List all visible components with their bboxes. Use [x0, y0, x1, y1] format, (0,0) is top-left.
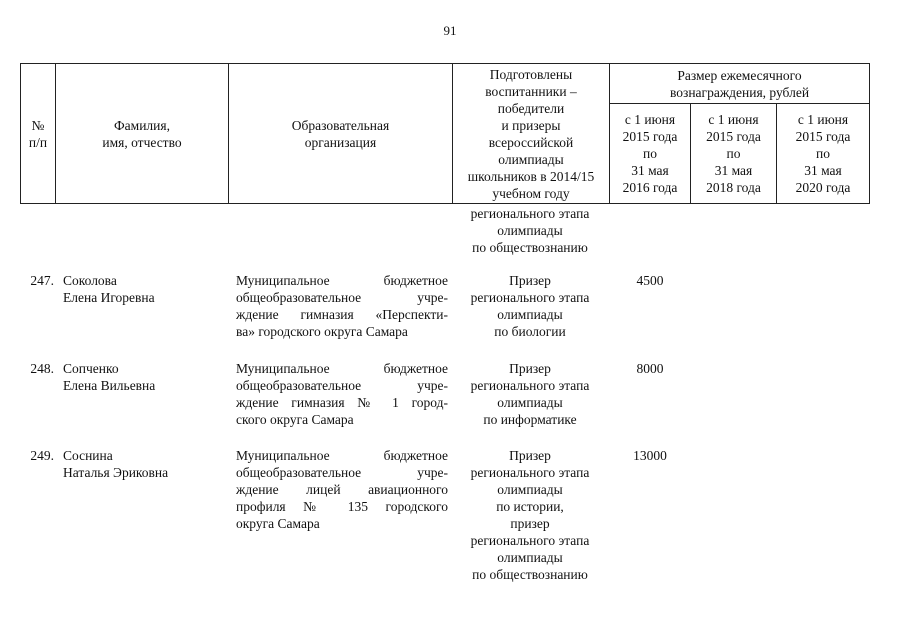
row-amount: 8000 — [636, 361, 664, 376]
row-full-name: Соснина Наталья Эриковна — [63, 448, 169, 480]
row-organization: Муниципальное бюджетное общеобразовательное учре- ждение лицей авиационного профиля № 135 городского округа Самара — [236, 448, 448, 531]
continuation-award: регионального этапа олимпиады по обществознанию — [470, 206, 590, 255]
row-award: Призер регионального этапа олимпиады по истории, призер регионального этапа олимпиады по обществознанию — [470, 448, 590, 582]
row-organization: Муниципальное бюджетное общеобразовательное учре- ждение гимназия «Перспекти- ва» городского округа Самара — [236, 273, 448, 339]
row-number: 247. — [30, 273, 54, 288]
row-amount: 13000 — [633, 448, 667, 463]
row-number: 249. — [30, 448, 54, 463]
row-amount: 4500 — [636, 273, 664, 288]
page-number: 91 — [443, 23, 457, 38]
row-full-name: Сопченко Елена Вильевна — [63, 361, 156, 393]
row-organization: Муниципальное бюджетное общеобразовательное учре- ждение гимназия № 1 город- ского округа Самара — [236, 361, 448, 427]
row-award: Призер регионального этапа олимпиады по информатике — [470, 361, 590, 427]
header-organization: Образовательная организация — [291, 117, 390, 150]
header-award: Подготовлены воспитанники – победители и призеры всероссийской олимпиады школьников в 2014/15 учебном году — [467, 66, 595, 201]
header-number: № п/п — [28, 117, 48, 150]
header-amount-2020: с 1 июня 2015 года по 31 мая 2020 года — [795, 112, 851, 195]
row-full-name: Соколова Елена Игоревна — [63, 273, 155, 305]
header-amount-2016: с 1 июня 2015 года по 31 мая 2016 года — [622, 112, 678, 195]
header-name: Фамилия, имя, отчество — [102, 117, 182, 150]
row-award: Призер регионального этапа олимпиады по биологии — [470, 273, 590, 339]
row-number: 248. — [30, 361, 54, 376]
header-amount-2018: с 1 июня 2015 года по 31 мая 2018 года — [706, 112, 761, 195]
header-amount-group: Размер ежемесячного вознаграждения, рублей — [669, 67, 810, 100]
